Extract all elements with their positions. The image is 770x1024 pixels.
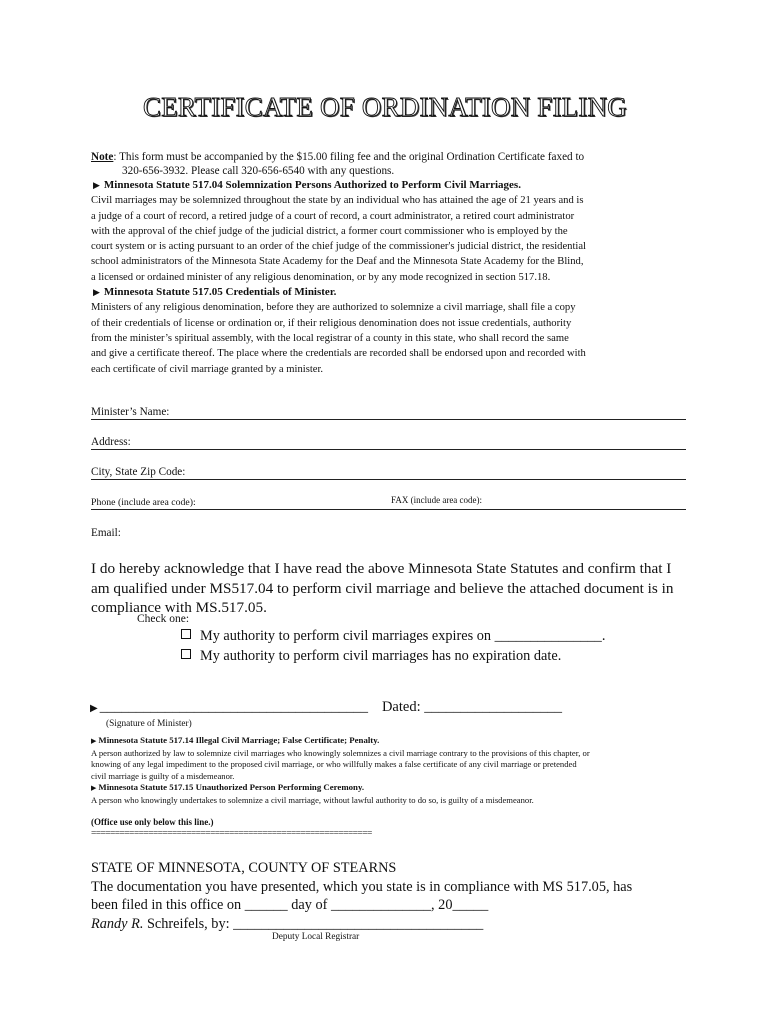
note-paragraph xyxy=(91,150,681,178)
signature-label: (Signature of Minister) xyxy=(106,719,192,729)
ack-line: compliance with MS.517.05. xyxy=(91,599,267,616)
statute-text-line: a licensed or ordained minister of any religious denomination, or by any mode recognized in section 517.18. xyxy=(91,271,551,283)
statute-text-line: civil marriage is guilty of a misdemeanor. xyxy=(91,770,235,781)
office-use-label: (Office use only below this line.) xyxy=(91,817,214,827)
statute-text-line: Ministers of any religious denomination, before they are authorized to solemnize a civil marriage, shall file a copy xyxy=(91,302,576,314)
deputy-registrar-label: Deputy Local Registrar xyxy=(272,932,360,942)
statute-517-04 xyxy=(91,178,686,377)
state-heading: STATE OF MINNESOTA, COUNTY OF STEARNS xyxy=(91,860,397,876)
email-field[interactable] xyxy=(91,526,686,540)
dated-field[interactable]: Dated: ___________________ xyxy=(381,699,562,715)
note-label: Note xyxy=(91,151,114,163)
triangle-bullet-icon: ▶ xyxy=(91,784,97,792)
ack-line: I do hereby acknowledge that I have read the above Minnesota State Statutes and confirm that I xyxy=(91,560,672,577)
statute-text-line: a judge of a court of record, a retired judge of a court of record, a court administrator, a retired court administrator xyxy=(91,210,575,222)
statute-text-line: of their credentials of license or ordination or, if their religious denomination does not issue credentials, authority xyxy=(91,317,572,329)
statute-517-04-heading: Minnesota Statute 517.04 Solemnization Persons Authorized to Perform Civil Marriages. xyxy=(103,179,521,191)
note-line-2: 320-656-3932. Please call 320-656-6540 with any questions. xyxy=(122,165,395,177)
option-no-expiration[interactable] xyxy=(181,648,561,665)
note-line-1: : This form must be accompanied by the $15.00 filing fee and the original Ordination Certificate faxed to xyxy=(113,151,585,163)
city-state-zip-label: City, State Zip Code: xyxy=(91,466,186,478)
state-line: The documentation you have presented, which you state is in compliance with MS 517.05, has xyxy=(91,878,633,895)
statute-text-line: with the approval of the chief judge of the judicial district, a former court commissioner who is employed by the xyxy=(91,225,568,237)
email-label: Email: xyxy=(91,527,121,539)
statute-517-14 xyxy=(91,735,686,806)
statute-text-line: and give a certificate thereof. The place where the credentials are recorded shall be endorsed upon and recorded with xyxy=(91,348,586,360)
county-filing-section xyxy=(91,859,691,933)
statute-text-line: knowing of any legal impediment to the proposed civil marriage, or who willfully makes a false certificate of any civil marriage or pretended xyxy=(91,759,577,769)
statute-text-line: A person who knowingly undertakes to solemnize a civil marriage, without lawful authority to do so, is guilty of a misdemeanor. xyxy=(91,794,534,805)
option-expires[interactable] xyxy=(181,628,605,645)
signer-row xyxy=(91,915,691,934)
statute-text-line: each certificate of civil marriage granted by a minister. xyxy=(91,363,324,375)
minister-name-label: Minister’s Name: xyxy=(91,406,170,418)
acknowledgement-paragraph xyxy=(91,559,691,618)
signature-blank[interactable]: _____________________________________ xyxy=(99,699,368,715)
signer-rest: Schreifels, by: ___________________________________ xyxy=(143,915,484,932)
fax-label: FAX (include area code): xyxy=(391,495,483,505)
checkbox-icon[interactable] xyxy=(181,649,191,659)
city-state-zip-field[interactable] xyxy=(91,465,686,480)
phone-fax-field[interactable] xyxy=(91,495,686,510)
statute-text-line: A person authorized by law to solemnize civil marriages who knowingly solemnizes a civil marriage contrary to the provisions of this chapter, or xyxy=(91,747,590,758)
address-label: Address: xyxy=(91,436,131,448)
statute-517-14-heading: Minnesota Statute 517.14 Illegal Civil Marriage; False Certificate; Penalty. xyxy=(98,735,380,745)
statute-text-line: Civil marriages may be solemnized throughout the state by an individual who has attained the age of 21 years and is xyxy=(91,195,584,207)
triangle-bullet-icon: ▶ xyxy=(90,703,98,714)
signer-first-name: Randy R. xyxy=(91,915,144,932)
statute-517-05-heading: Minnesota Statute 517.05 Credentials of Minister. xyxy=(103,286,337,299)
option-expires-text: My authority to perform civil marriages expires on _______________. xyxy=(200,628,606,644)
ack-line: am qualified under MS517.04 to perform civil marriage and believe the attached document is in xyxy=(91,579,674,597)
check-one-label: Check one: xyxy=(137,613,190,625)
divider-line: =========================================================== xyxy=(91,829,372,839)
minister-name-field[interactable] xyxy=(91,405,686,420)
triangle-bullet-icon: ▶ xyxy=(93,287,100,298)
checkbox-icon[interactable] xyxy=(181,629,191,639)
statute-text-line: school administrators of the Minnesota State Academy for the Deaf and the Minnesota State Academy for the Blind, xyxy=(91,256,584,268)
phone-label: Phone (include area code): xyxy=(91,497,196,508)
address-field[interactable] xyxy=(91,435,686,450)
triangle-bullet-icon: ▶ xyxy=(93,180,100,190)
option-no-expiration-text: My authority to perform civil marriages has no expiration date. xyxy=(200,648,562,664)
statute-text-line: court system or is acting pursuant to an order of the chief judge of the commissioner's judicial district, the residential xyxy=(91,241,586,253)
signature-row xyxy=(90,699,690,716)
state-line: been filed in this office on ______ day of ______________, 20_____ xyxy=(91,897,489,913)
document-title: CERTIFICATE OF ORDINATION FILING xyxy=(142,92,627,122)
statute-text-line: from the minister’s spiritual assembly, with the local registrar of a county in this state, who shall record the same xyxy=(91,332,569,344)
triangle-bullet-icon: ▶ xyxy=(91,737,97,745)
statute-517-15-heading: Minnesota Statute 517.15 Unauthorized Person Performing Ceremony. xyxy=(98,782,365,792)
